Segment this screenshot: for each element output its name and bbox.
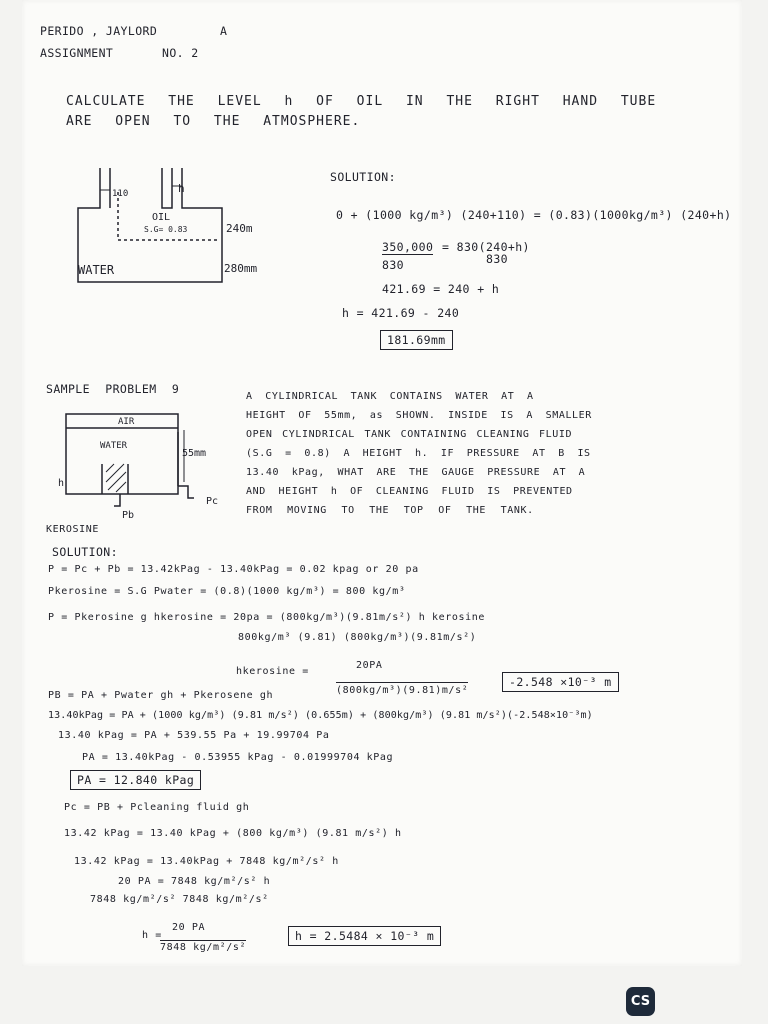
problem2-line3: OPEN CYLINDRICAL TANK CONTAINING CLEANING FLUID <box>246 429 573 440</box>
fig2-label-air: AIR <box>118 417 135 427</box>
fig1-label-oil: OIL <box>152 212 171 223</box>
problem1-line2: ARE OPEN TO THE ATMOSPHERE. <box>66 114 361 129</box>
fig1-label-240: 240m <box>226 222 253 235</box>
solution1-eq1: 0 + (1000 kg/m³) (240+110) = (0.83)(1000kg/m³) (240+h) <box>336 208 732 222</box>
assignment-label: ASSIGNMENT <box>40 46 114 60</box>
solution2-line13b: 7848 kg/m²/s² 7848 kg/m²/s² <box>90 894 269 905</box>
solution1-eq2-den: 830 <box>382 258 404 272</box>
solution1-eq2-num: 350,000 <box>382 240 434 254</box>
solution1-answer: 181.69mm <box>380 330 453 350</box>
fig2-label-water: WATER <box>100 441 128 451</box>
solution2-h-den: 7848 kg/m²/s² <box>160 942 247 953</box>
solution2-line12: 13.42 kPag = 13.40kPag + 7848 kg/m²/s² h <box>74 856 339 867</box>
solution2-hk-num: 20PA <box>356 660 383 671</box>
solution1-eq2-den2: 830 <box>486 252 508 266</box>
solution2-hk-answer: -2.548 ×10⁻³ m <box>502 672 619 692</box>
problem2-line2: HEIGHT OF 55mm, as SHOWN. INSIDE IS A SMALLER <box>246 410 592 421</box>
solution1-title: SOLUTION: <box>330 170 396 184</box>
solution2-line1: P = Pc + Pb = 13.42kPag - 13.40kPag = 0.02 kpag or 20 pa <box>48 564 419 575</box>
solution1-eq4: h = 421.69 - 240 <box>342 306 460 320</box>
solution2-hk-den: (800kg/m³)(9.81)m/s² <box>336 682 468 696</box>
solution2-line11: 13.42 kPag = 13.40 kPag + (800 kg/m³) (9.81 m/s²) h <box>64 828 402 839</box>
solution2-line13: 20 PA = 7848 kg/m²/s² h <box>118 876 271 887</box>
solution2-line2: Pkerosine = S.G Pwater = (0.8)(1000 kg/m³) = 800 kg/m³ <box>48 586 406 597</box>
fig2-label-pc: Pc <box>206 496 219 507</box>
problem2-line6: AND HEIGHT h OF CLEANING FLUID IS PREVENTED <box>246 486 573 497</box>
solution2-pa-answer: PA = 12.840 kPag <box>70 770 201 790</box>
problem1-line1: CALCULATE THE LEVEL h OF OIL IN THE RIGHT HAND TUBE <box>66 94 657 109</box>
tank-figure <box>56 406 226 520</box>
fig2-label-pb: Pb <box>122 510 135 520</box>
solution2-line8: PA = 13.40kPag - 0.53955 kPag - 0.01999704 kPag <box>82 752 394 763</box>
fig2-label-h: h <box>58 478 65 489</box>
solution2-h-num: 20 PA <box>172 922 206 933</box>
solution2-line3: P = Pkerosine g hkerosine = 20pa = (800kg/m³)(9.81m/s²) h kerosine <box>48 612 485 623</box>
fig1-label-110: 110 <box>112 189 129 199</box>
camscanner-badge: CS <box>626 987 655 1016</box>
solution2-line5: PB = PA + Pwater gh + Pkerosene gh <box>48 690 274 701</box>
problem2-line4: (S.G = 0.8) A HEIGHT h. IF PRESSURE AT B IS <box>246 448 591 459</box>
solution2-line3b: 800kg/m³ (9.81) (800kg/m³)(9.81m/s²) <box>238 632 477 643</box>
solution1-eq2-mid: = 830(240+h) <box>442 240 530 254</box>
solution1-eq3: 421.69 = 240 + h <box>382 282 500 296</box>
problem2-line1: A CYLINDRICAL TANK CONTAINS WATER AT A <box>246 391 534 402</box>
student-initial: A <box>220 24 228 38</box>
fig1-label-280: 280mm <box>224 262 258 275</box>
solution2-line6: 13.40kPag = PA + (1000 kg/m³) (9.81 m/s²) (0.655m) + (800kg/m³) (9.81 m/s²)(-2.548×10⁻³m) <box>48 710 593 721</box>
solution2-line10: Pc = PB + Pcleaning fluid gh <box>64 802 250 813</box>
solution2-hk-label: hkerosine = <box>236 666 309 677</box>
solution2-h-label: h = <box>142 930 162 941</box>
fig1-label-water: WATER <box>78 263 115 277</box>
problem2-line7: FROM MOVING TO THE TOP OF THE TANK. <box>246 505 534 516</box>
fig2-label-55: 55mm <box>182 448 207 459</box>
problem2-line5: 13.40 kPag, WHAT ARE THE GAUGE PRESSURE AT A <box>246 467 586 478</box>
fig1-label-sg: S.G= 0.83 <box>144 225 188 234</box>
solution2-line7: 13.40 kPag = PA + 539.55 Pa + 19.99704 Pa <box>58 730 330 741</box>
assignment-number: NO. 2 <box>162 46 199 60</box>
solution2-h-answer: h = 2.5484 × 10⁻³ m <box>288 926 441 946</box>
fig1-label-h: h <box>178 182 185 195</box>
manometer-figure <box>70 160 300 300</box>
solution2-title: SOLUTION: <box>52 545 118 559</box>
student-name: PERIDO , JAYLORD <box>40 24 158 38</box>
problem2-title: SAMPLE PROBLEM 9 <box>46 382 180 396</box>
kerosine-label: KEROSINE <box>46 524 99 535</box>
